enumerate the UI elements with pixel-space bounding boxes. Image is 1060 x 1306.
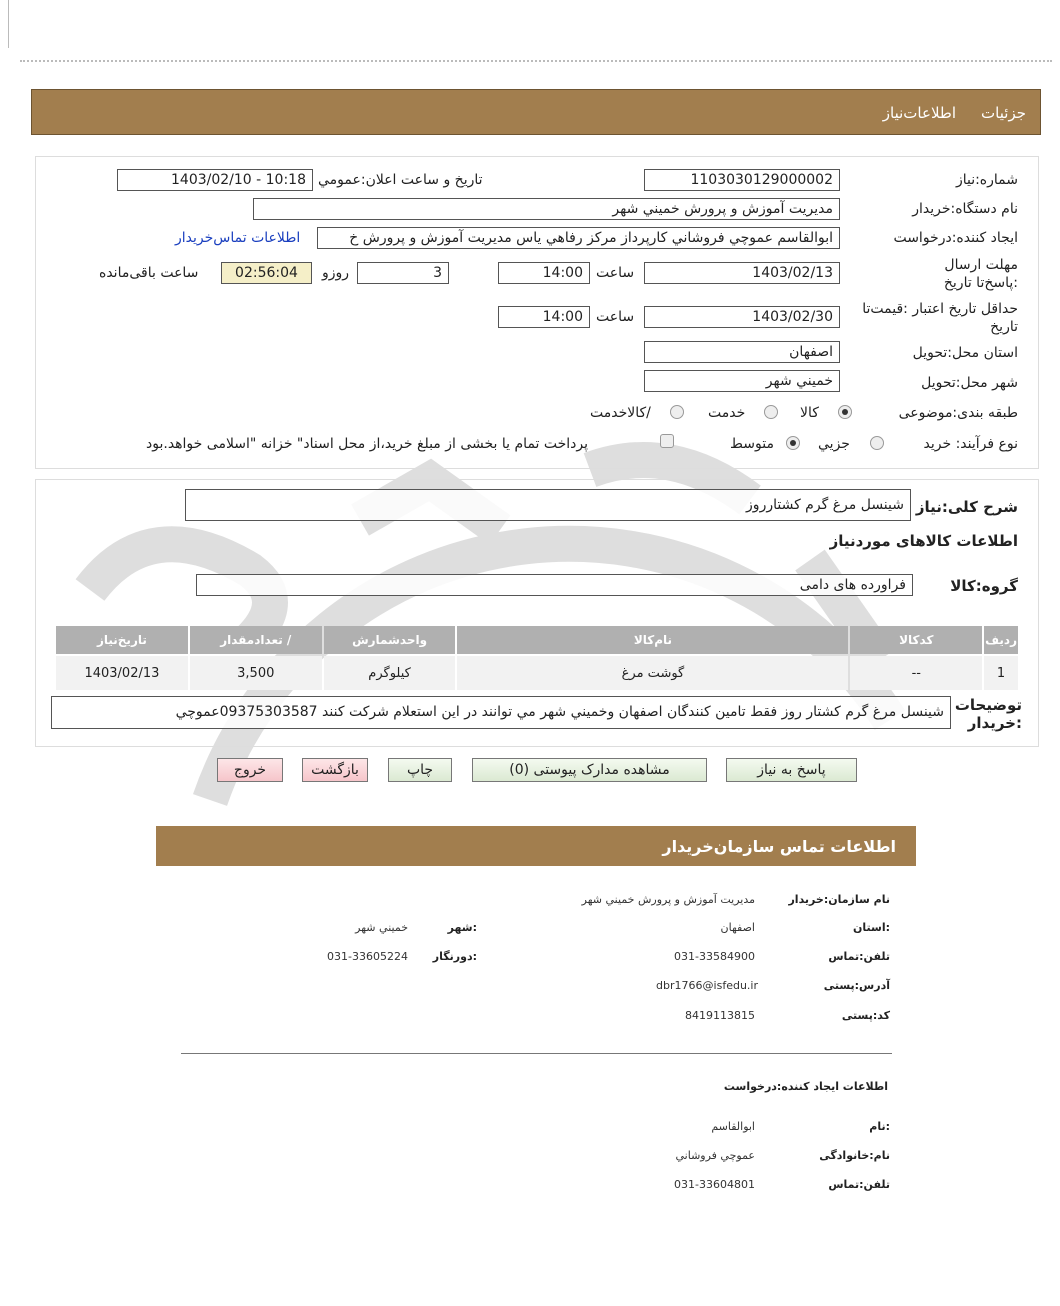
dotted-separator: [20, 60, 1052, 62]
treasury-payment-label: پرداخت تمام یا بخشی از مبلغ خرید،از محل اسناد" خزانه "اسلامی خواهد.بود: [146, 436, 589, 452]
col-row: ردیف: [984, 626, 1018, 654]
price-validity-label: حداقل تاریخ اعتبار :قیمت‌تا تاریخ: [862, 301, 1018, 335]
price-time-label: ساعت: [596, 309, 635, 325]
exit-button[interactable]: خروج: [217, 758, 283, 782]
radio-medium-label: متوسط: [730, 436, 774, 452]
announce-label: تاریخ و ساعت اعلان:عمومي: [318, 172, 483, 188]
creator-name-label: :نام: [869, 1120, 890, 1133]
col-unit: واحدشمارش: [324, 626, 456, 654]
creator-name-value: ابوالقاسم: [711, 1120, 755, 1133]
cell-name: گوشت مرغ: [457, 656, 848, 690]
province-contact-label: :استان: [853, 921, 890, 934]
need-no-field: 1103030129000002: [644, 169, 840, 191]
creator-info-title: اطلاعات ایجاد کننده:درخواست: [723, 1080, 888, 1093]
province-contact-value: اصفهان: [720, 921, 755, 934]
radio-minor-label: جزيي: [818, 436, 850, 452]
buyer-org-field: مديريت آموزش و پرورش خميني شهر: [253, 198, 840, 220]
phone-label: تلفن:تماس: [828, 950, 890, 963]
city-field: خميني شهر: [644, 370, 840, 392]
col-code: کدکالا: [850, 626, 982, 654]
radio-goods[interactable]: [838, 405, 852, 419]
buyer-org-label: نام دستگاه:خریدار: [912, 201, 1018, 217]
summary-label: شرح کلی:نیاز: [915, 498, 1018, 516]
goods-title: اطلاعات کالاهای موردنیاز: [829, 532, 1018, 550]
buyer-notes-field: شينسل مرغ گرم كشتار روز فقط تامين كنندگان اصفهان وخميني شهر مي توانند در اين استعلام شركت كنند 09375303587عموچي: [51, 696, 951, 729]
price-time-field: 14:00: [498, 306, 590, 328]
contact-header-bar: [156, 826, 916, 866]
cell-code: --: [850, 656, 982, 690]
address-label: آدرس:پستی: [823, 979, 890, 992]
city-contact-label: :شهر: [447, 921, 477, 934]
col-date: تاریخ‌نیاز: [56, 626, 188, 654]
left-border-line: [8, 0, 9, 48]
announce-field: 1403/02/10 - 10:18: [117, 169, 313, 191]
reply-button[interactable]: پاسخ به نیاز: [726, 758, 857, 782]
radio-minor[interactable]: [870, 436, 884, 450]
back-button[interactable]: بازگشت: [302, 758, 368, 782]
process-label: نوع فرآیند: خرید: [923, 436, 1018, 452]
fax-value: 031-33605224: [327, 950, 408, 963]
reply-deadline-label: مهلت ارسال :پاسخ‌تا تاریخ: [943, 257, 1018, 291]
goods-group-label: گروه:کالا: [950, 577, 1018, 595]
postal-label: کد:پستی: [841, 1009, 890, 1022]
creator-phone-label: تلفن:تماس: [828, 1178, 890, 1191]
creator-field: ابوالقاسم عموچي فروشاني كارپرداز مركز رفاهي ياس مديريت آموزش و پرورش خ: [317, 227, 840, 249]
top-header-bar: [31, 89, 1041, 135]
cell-date: 1403/02/13: [56, 656, 188, 690]
days-field: 3: [357, 262, 449, 284]
goods-group-field: فراورده های دامی: [196, 574, 913, 596]
province-field: اصفهان: [644, 341, 840, 363]
radio-medium[interactable]: [786, 436, 800, 450]
address-value: dbr1766@isfedu.ir: [656, 979, 758, 992]
price-date-field: 1403/02/30: [644, 306, 840, 328]
org-label: نام سازمان:خریدار: [788, 893, 890, 906]
radio-service[interactable]: [764, 405, 778, 419]
province-label: استان محل:تحویل: [912, 345, 1018, 361]
buyer-contact-link[interactable]: اطلاعات تماس‌خریدار: [175, 230, 301, 246]
creator-family-label: نام:خانوادگی: [819, 1149, 890, 1162]
summary-field: شينسل مرغ گرم كشتارروز: [185, 489, 911, 521]
radio-goods-label: کالا: [800, 405, 819, 421]
city-contact-value: خميني شهر: [355, 921, 408, 934]
cell-qty: 3,500: [190, 656, 322, 690]
col-qty: / تعدادمقدار: [190, 626, 322, 654]
reply-time-label: ساعت: [596, 265, 635, 281]
goods-table: [54, 624, 1020, 692]
postal-value: 8419113815: [685, 1009, 755, 1022]
creator-label: ایجاد کننده:درخواست: [893, 230, 1018, 246]
reply-time-field: 14:00: [498, 262, 590, 284]
phone-value: 031-33584900: [674, 950, 755, 963]
org-value: مديريت آموزش و پرورش خميني شهر: [581, 893, 755, 906]
treasury-payment-checkbox[interactable]: [660, 434, 674, 448]
creator-family-value: عموچي فروشاني: [675, 1149, 755, 1162]
buyer-notes-label: توضیحات :خریدار: [954, 696, 1022, 732]
radio-goods-service[interactable]: [670, 405, 684, 419]
days-label: روزو: [322, 265, 350, 281]
remaining-label: ساعت باقی‌مانده: [99, 265, 199, 281]
contact-separator: [181, 1053, 892, 1054]
view-docs-button[interactable]: مشاهده مدارک پیوستی (0): [472, 758, 707, 782]
radio-service-label: خدمت: [708, 405, 746, 421]
remaining-time-field: 02:56:04: [221, 262, 312, 284]
tab-need-info[interactable]: اطلاعات‌نیاز: [882, 104, 956, 122]
reply-date-field: 1403/02/13: [644, 262, 840, 284]
col-name: نام‌کالا: [457, 626, 848, 654]
cell-unit: کیلوگرم: [324, 656, 456, 690]
creator-phone-value: 031-33604801: [674, 1178, 755, 1191]
tab-details[interactable]: جزئیات: [981, 104, 1026, 122]
cell-row: 1: [984, 656, 1018, 690]
table-row: [56, 656, 1018, 690]
city-label: شهر محل:تحویل: [921, 375, 1018, 391]
radio-goods-service-label: /کالاخدمت: [590, 405, 651, 421]
fax-label: :دورنگار: [432, 950, 477, 963]
category-label: طبقه بندی:موضوعی: [898, 405, 1018, 421]
contact-header-title: اطلاعات تماس سازمان‌خریدار: [662, 837, 896, 856]
need-no-label: شماره:نیاز: [955, 172, 1018, 188]
print-button[interactable]: چاپ: [388, 758, 452, 782]
